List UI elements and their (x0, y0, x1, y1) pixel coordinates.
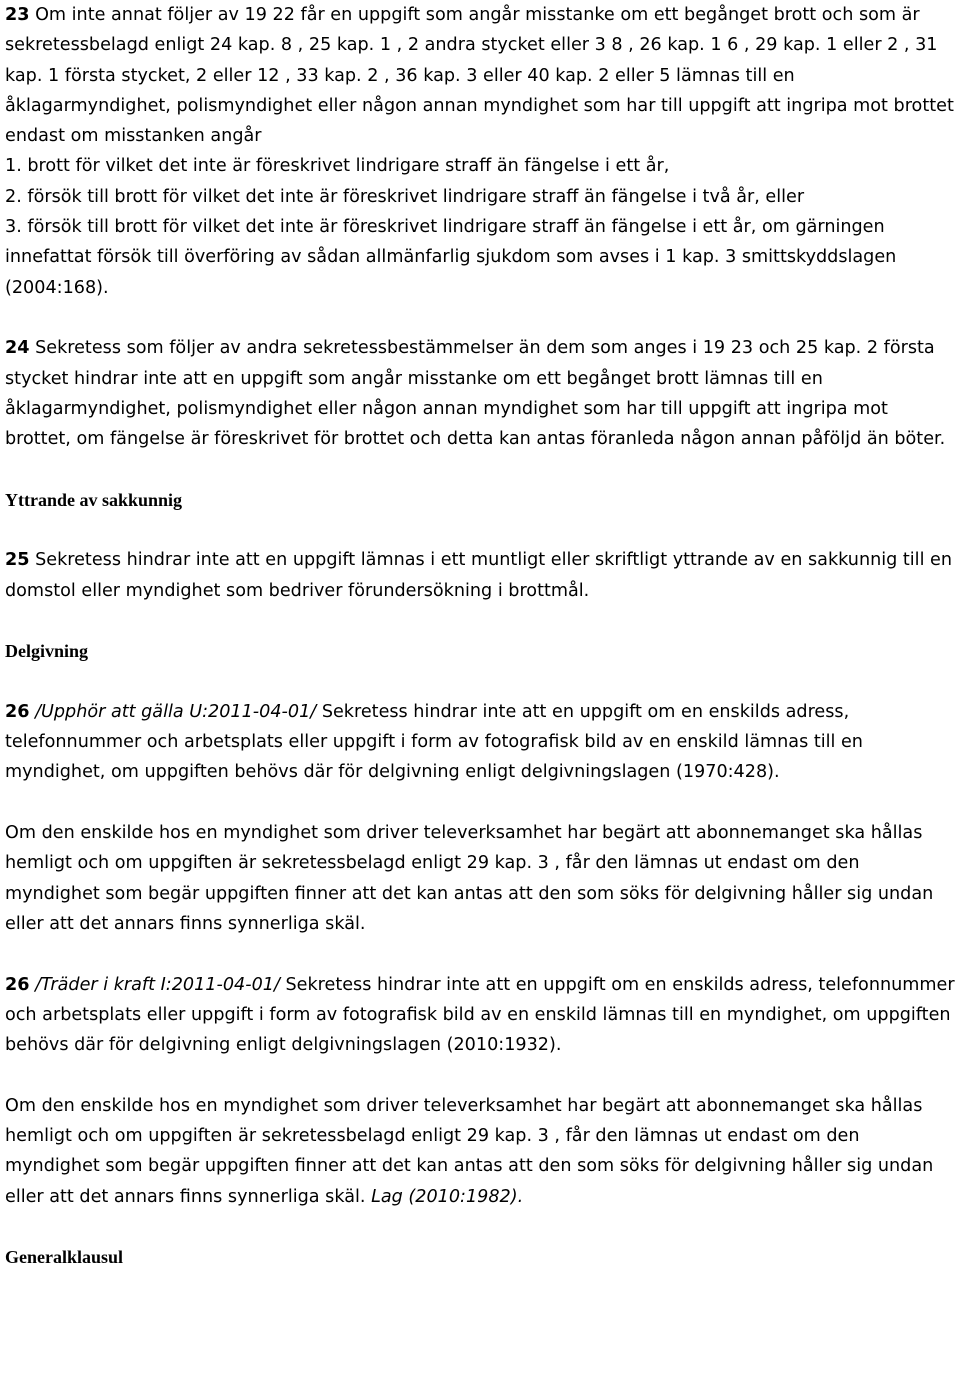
paragraph-text: Om den enskilde hos en myndighet som driver televerksamhet har begärt att abonnemanget ska hållas hemligt och om uppgiften är sekretessbelagd enligt 29 kap. 3 , får den lämnas ut endast om den myndighet som begär uppgiften finner att det kan antas att den som söks för delgivning håller sig undan eller att det annars finns synnerliga skäl. (5, 1095, 934, 1207)
section-25 (5, 545, 958, 606)
section-paragraph (5, 1091, 958, 1212)
section-text: Sekretess hindrar inte att en uppgift om en enskilds adress, telefonnummer och arbetsplats eller uppgift i form av fotografisk bild av en enskild lämnas till en myndighet, om uppgiften behövs där för delgivning enligt delgivningslagen (1970:428). (5, 701, 863, 783)
list-item: 2. försök till brott för vilket det inte är föreskrivet lindrigare straff än fängelse i två år, eller (5, 186, 805, 207)
section-number: 26 (5, 701, 30, 722)
section-26-trader-i-kraft (5, 970, 958, 1061)
list-item: 1. brott för vilket det inte är föreskrivet lindrigare straff än fängelse i ett år, (5, 156, 670, 177)
section-text: Sekretess hindrar inte att en uppgift om en enskilds adress, telefonnummer och arbetsplats eller uppgift i form av fotografisk bild av en enskild lämnas till en myndighet, om uppgiften behövs där för delgivning enligt delgivningslagen (2010:1932). (5, 974, 955, 1056)
section-text: Sekretess hindrar inte att en uppgift lämnas i ett muntligt eller skriftligt yttrande av en sakkunnig till en domstol eller myndighet som bedriver förundersökning i brottmål. (5, 550, 953, 601)
section-number: 23 (5, 5, 30, 25)
document-body (5, 0, 958, 1272)
section-number: 24 (5, 338, 30, 359)
heading-generalklausul: Generalklausul (5, 1247, 124, 1268)
section-23 (5, 0, 958, 151)
heading-yttrande-av-sakkunnig: Yttrande av sakkunnig (5, 489, 183, 510)
law-reference: Lag (2010:1982). (371, 1186, 524, 1207)
validity-note: /Träder i kraft I:2011-04-01/ (35, 974, 280, 995)
list-item: 3. försök till brott för vilket det inte är föreskrivet lindrigare straff än fängelse i ett år, om gärningen innefattat försök till överföring av sådan allmänfarlig sjukdom som avses i 1 kap. 3 smittskyddslagen (2004:168). (5, 217, 897, 298)
section-paragraph: Om den enskilde hos en myndighet som driver televerksamhet har begärt att abonnemanget ska hållas hemligt och om uppgiften är sekretessbelagd enligt 29 kap. 3 , får den lämnas ut endast om den myndighet som begär uppgiften finner att det kan antas att den som söks för delgivning håller sig undan eller att det annars finns synnerliga skäl. (5, 823, 934, 934)
section-24 (5, 333, 958, 454)
section-text: Om inte annat följer av 19 22 får en uppgift som angår misstanke om ett begånget brott och som är sekretessbelagd enligt 24 kap. 8 , 25 kap. 1 , 2 andra stycket eller 3 8 , 26 kap. 1 6 , 29 kap. 1 eller 2 , 31 kap. 1 första stycket, 2 eller 12 , 33 kap. 2 , 36 kap. 3 eller 40 kap. 2 eller 5 lämnas till en åklagarmyndighet, polismyndighet eller någon annan myndighet som har till uppgift att ingripa mot brottet endast om misstanken angår (5, 5, 954, 147)
section-26-upphor (5, 697, 958, 788)
validity-note: /Upphör att gälla U:2011-04-01/ (35, 701, 317, 722)
section-number: 26 (5, 974, 30, 995)
section-number: 25 (5, 550, 30, 571)
heading-delgivning: Delgivning (5, 641, 89, 662)
section-text: Sekretess som följer av andra sekretessbestämmelser än dem som anges i 19 23 och 25 kap. 2 första stycket hindrar inte att en uppgift som angår misstanke om ett begånget brott lämnas till en åklagarmyndighet, polismyndighet eller någon annan myndighet som har till uppgift att ingripa mot brottet, om fängelse är föreskrivet för brottet och detta kan antas föranleda någon annan påföljd än böter. (5, 338, 946, 450)
